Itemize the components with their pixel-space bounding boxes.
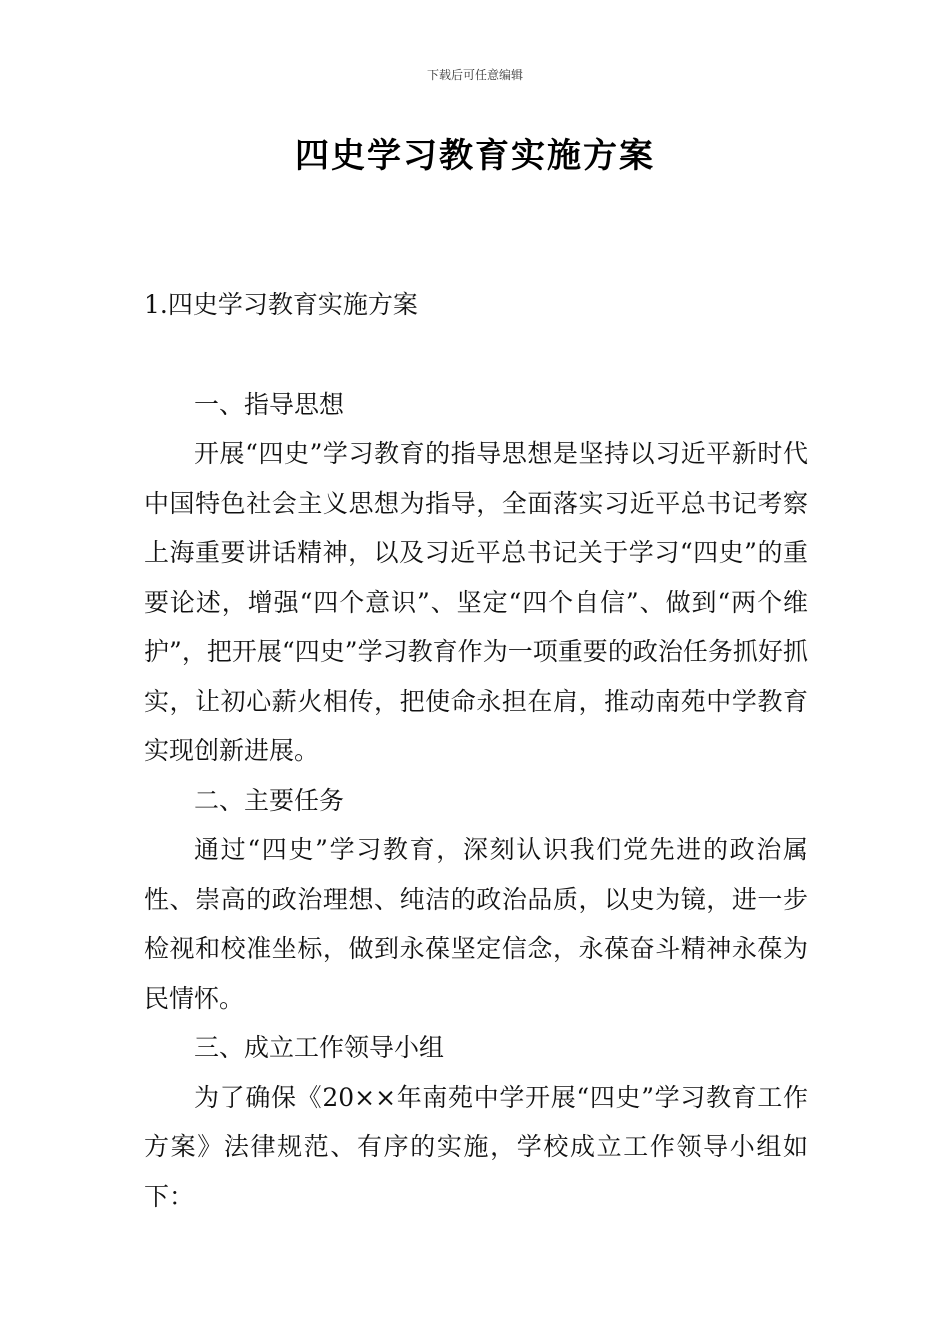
- section-paragraph-leading-group: 为了确保《20××年南苑中学开展“四史”学习教育工作方案》法律规范、有序的实施，学校成立工作领导小组如下：: [144, 1082, 808, 1211]
- section-heading-guiding-ideology: 一、指导思想: [194, 389, 345, 419]
- section-heading-main-tasks: 二、主要任务: [194, 785, 345, 815]
- document-body: [144, 280, 808, 1221]
- document-subtitle: 1.四史学习教育实施方案: [144, 290, 418, 319]
- section-paragraph-guiding-ideology: 开展“四史”学习教育的指导思想是坚持以习近平新时代中国特色社会主义思想为指导，全面落实习近平总书记考察上海重要讲话精神，以及习近平总书记关于学习“四史”的重要论述，增强“四个意识”、坚定“四个自信”、做到“两个维护”，把开展“四史”学习教育作为一项重要的政治任务抓好抓实，让初心薪火相传，把使命永担在肩，推动南苑中学教育实现创新进展。: [144, 439, 808, 765]
- header-note: 下载后可任意编辑: [426, 68, 523, 82]
- section-paragraph-main-tasks: 通过“四史”学习教育，深刻认识我们党先进的政治属性、崇高的政治理想、纯洁的政治品质，以史为镜，进一步检视和校准坐标，做到永葆坚定信念，永葆奋斗精神永葆为民情怀。: [144, 835, 808, 1013]
- document-title: 四史学习教育实施方案: [295, 136, 655, 176]
- section-heading-leading-group: 三、成立工作领导小组: [194, 1033, 445, 1062]
